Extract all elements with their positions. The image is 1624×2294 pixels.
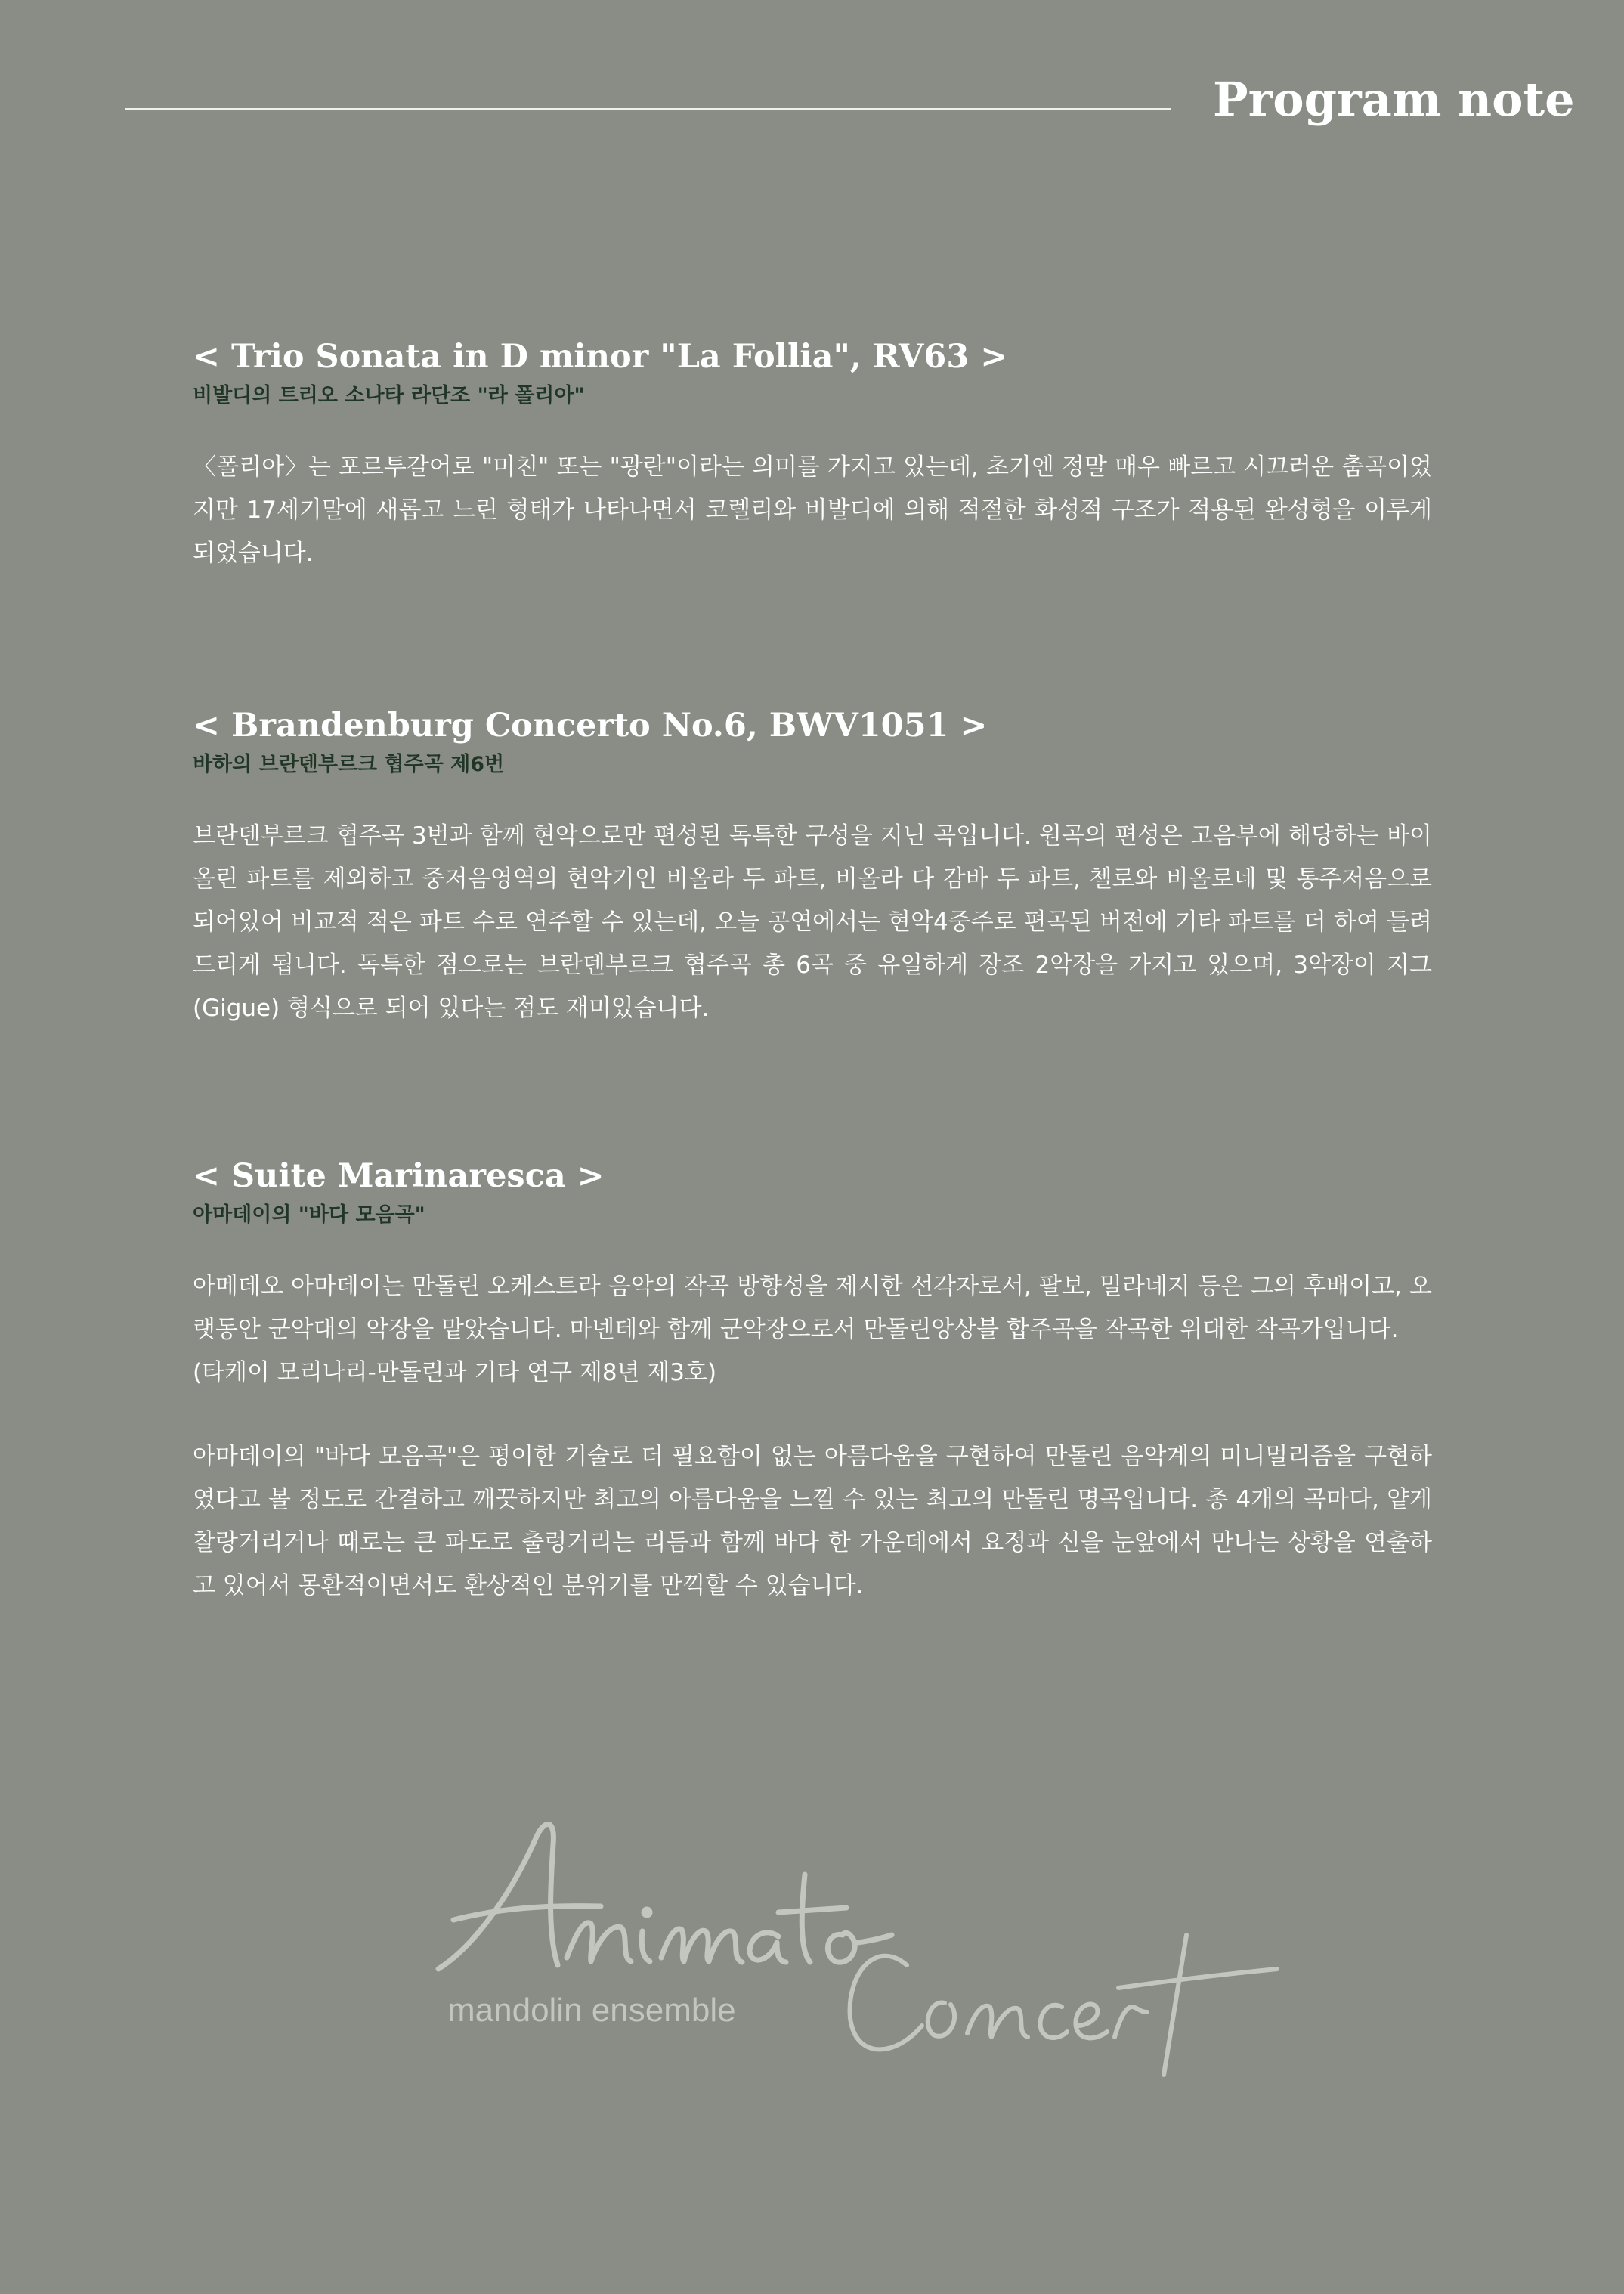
section-subtitle: 비발디의 트리오 소나타 라단조 "라 폴리아": [193, 384, 585, 407]
section-subtitle: 아마데이의 "바다 모음곡": [193, 1203, 425, 1227]
section-paragraph: 아마데이의 "바다 모음곡"은 평이한 기술로 더 필요함이 없는 아름다움을 구현하여 만돌린 음악계의 미니멀리즘을 구현하였다고 볼 정도로 간결하고 깨끗하지만 최고의 아름다움을 느낄 수 있는 최고의 만돌린 명곡입니다. 총 4개의 곡마다, 얕게 찰랑거리거나 때로는 큰 파도로 출렁거리는 리듬과 함께 바다 한 가운데에서 요정과 신을 눈앞에서 만나는 상황을 연출하고 있어서 몽환적이면서도 환상적인 분위기를 만끽할 수 있습니다.: [193, 1443, 1432, 1599]
section-title: < Trio Sonata in D minor "La Follia", RV63 >: [193, 338, 1008, 376]
logo-concert-wordmark: [850, 1935, 1277, 2075]
section-paragraph: 브란덴부르크 협주곡 3번과 함께 현악으로만 편성된 독특한 구성을 지닌 곡입니다. 원곡의 편성은 고음부에 해당하는 바이올린 파트를 제외하고 중저음영역의 현악기인 비올라 두 파트, 비올라 다 감바 두 파트, 첼로와 비올로네 및 통주저음으로 되어있어 비교적 적은 파트 수로 연주할 수 있는데, 오늘 공연에서는 현악4중주로 편곡된 버전에 기타 파트를 더 하여 들려드리게 됩니다. 독특한 점으로는 브란덴부르크 협주곡 총 6곡 중 유일하게 장조 2악장을 가지고 있으며, 3악장이 지그(Gigue) 형식으로 되어 있다는 점도 재미있습니다.: [193, 822, 1432, 1022]
page-title: Program note: [1213, 72, 1575, 127]
animato-concert-logo: [423, 1776, 1292, 2094]
header-rule: [125, 108, 1171, 110]
section-trio-sonata: [193, 334, 1432, 575]
logo-subtitle: mandolin ensemble: [447, 1992, 736, 2029]
section-title: < Suite Marinaresca >: [193, 1157, 605, 1195]
section-paragraph: 아메데오 아마데이는 만돌린 오케스트라 음악의 작곡 방향성을 제시한 선각자로서, 팔보, 밀라네지 등은 그의 후배이고, 오랫동안 군악대의 악장을 맡았습니다. 마넨테와 함께 군악장으로서 만돌린앙상블 합주곡을 작곡한 위대한 작곡가입니다.: [193, 1273, 1432, 1343]
section-suite-marinaresca: [193, 1153, 1432, 1608]
section-brandenburg: [193, 703, 1432, 1030]
section-paragraph: 〈폴리아〉는 포르투갈어로 "미친" 또는 "광란"이라는 의미를 가지고 있는데, 초기엔 정말 매우 빠르고 시끄러운 춤곡이었지만 17세기말에 새롭고 느린 형태가 나타나면서 코렐리와 비발디에 의해 적절한 화성적 구조가 적용된 완성형을 이루게 되었습니다.: [193, 454, 1432, 567]
section-title: < Brandenburg Concerto No.6, BWV1051 >: [193, 707, 988, 745]
section-subtitle: 바하의 브란덴부르크 협주곡 제6번: [193, 753, 505, 776]
section-citation: (타케이 모리나리-만돌린과 기타 연구 제8년 제3호): [193, 1359, 717, 1386]
logo-animato-wordmark: [438, 1825, 892, 1969]
